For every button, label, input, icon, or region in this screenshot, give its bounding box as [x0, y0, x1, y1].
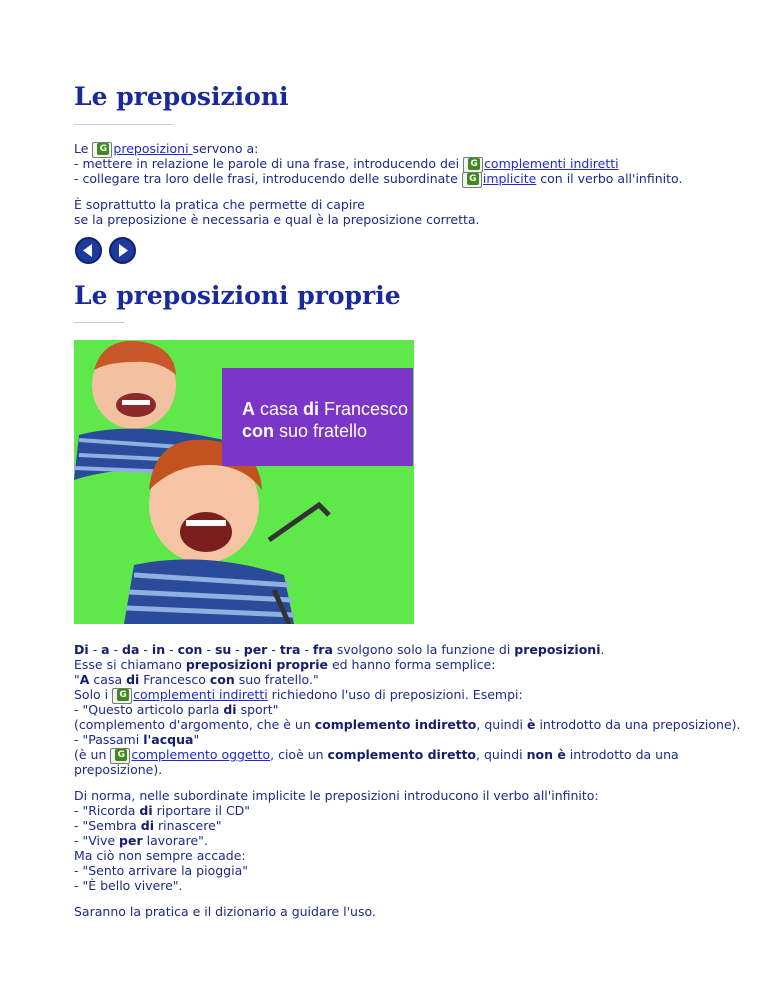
body-line-6: [74, 717, 741, 732]
body-text: svolgono solo la funzione di: [332, 642, 515, 657]
link-complemento-oggetto[interactable]: complemento oggetto: [131, 747, 271, 762]
bold-text: A: [79, 672, 90, 687]
bold-text: di: [223, 702, 237, 717]
separator: -: [165, 642, 178, 657]
body-text: Solo i: [74, 687, 113, 702]
preposition: da: [122, 642, 140, 657]
body-text: Francesco: [139, 672, 210, 687]
body-line-1: [74, 642, 604, 657]
banner-text: A: [242, 399, 255, 419]
body-text: riportare il CD": [152, 803, 251, 818]
grammar-link-icon[interactable]: G: [92, 142, 112, 156]
bold-text: preposizioni: [514, 642, 601, 657]
banner-text: Francesco: [319, 399, 409, 419]
body-line-8: [74, 747, 679, 762]
body-line-11: [74, 803, 250, 818]
section-title: Le preposizioni proprie: [74, 281, 401, 310]
image-banner: [222, 368, 413, 466]
grammar-link-icon[interactable]: G: [112, 688, 132, 702]
intro-text: - collegare tra loro delle frasi, introducendo delle subordinate: [74, 171, 462, 186]
body-text: - "Vive: [74, 833, 120, 848]
intro-line-3: [74, 171, 682, 186]
body-line-5: [74, 702, 278, 717]
separator: -: [267, 642, 280, 657]
body-text: suo fratello.": [234, 672, 319, 687]
body-text: , cioè un: [270, 747, 328, 762]
separator: -: [109, 642, 123, 657]
grammar-link-icon[interactable]: G: [463, 157, 483, 171]
body-text: introdotto da una: [565, 747, 679, 762]
page-title: Le preposizioni: [74, 82, 289, 111]
intro-line-2: [74, 156, 619, 171]
body-text: ": [74, 672, 80, 687]
separator: -: [88, 642, 102, 657]
preposition: Di: [74, 642, 89, 657]
link-implicite[interactable]: implicite: [482, 171, 537, 186]
body-line-14: Ma ciò non sempre accade:: [74, 848, 246, 863]
body-text: ": [193, 732, 200, 747]
banner-text: di: [303, 399, 320, 419]
body-text: rinascere": [153, 818, 222, 833]
body-line-17: Saranno la pratica e il dizionario a guidare l'uso.: [74, 904, 376, 919]
bold-text: di: [126, 672, 140, 687]
preposition: in: [151, 642, 166, 657]
illustration-image: [74, 340, 414, 624]
bold-text: di: [140, 818, 154, 833]
body-text: - "Questo articolo parla: [74, 702, 224, 717]
preposition: per: [243, 642, 268, 657]
body-text: .: [600, 642, 605, 657]
body-line-15: - "Sento arrivare la pioggia": [74, 863, 248, 878]
body-text: - "Ricorda: [74, 803, 140, 818]
preposition: tra: [279, 642, 301, 657]
body-line-7: [74, 732, 199, 747]
body-text: Esse si chiamano: [74, 657, 186, 672]
body-text: introdotto da una preposizione).: [535, 717, 741, 732]
banner-text: casa: [255, 399, 304, 419]
intro-line-4: È soprattutto la pratica che permette di capire: [74, 197, 365, 212]
section-divider: [74, 322, 124, 323]
link-complementi-indiretti-2[interactable]: complementi indiretti: [133, 687, 268, 702]
preposition: a: [101, 642, 110, 657]
separator: -: [139, 642, 152, 657]
intro-line-5: se la preposizione è necessaria e qual è la preposizione corretta.: [74, 212, 480, 227]
bold-text: per: [119, 833, 143, 848]
intro-text: Le: [74, 141, 93, 156]
bold-text: non è: [526, 747, 566, 762]
body-line-13: [74, 833, 208, 848]
intro-text: con il verbo all'infinito.: [536, 171, 683, 186]
intro-line-1: [74, 141, 258, 156]
separator: -: [300, 642, 313, 657]
bold-text: è: [527, 717, 536, 732]
prev-button[interactable]: [75, 237, 102, 264]
preposition: con: [177, 642, 203, 657]
title-divider: [74, 124, 173, 125]
bold-text: complemento indiretto: [314, 717, 477, 732]
body-text: sport": [236, 702, 279, 717]
arrow-left-icon: [77, 239, 100, 262]
bold-text: preposizioni proprie: [185, 657, 328, 672]
bold-text: con: [209, 672, 235, 687]
body-text: casa: [89, 672, 127, 687]
banner-text: suo fratello: [274, 421, 368, 441]
body-text: , quindi: [476, 717, 527, 732]
body-line-2: [74, 657, 495, 672]
body-text: , quindi: [476, 747, 527, 762]
body-text: - "Sembra: [74, 818, 141, 833]
body-text: ed hanno forma semplice:: [327, 657, 496, 672]
intro-text: - mettere in relazione le parole di una frase, introducendo dei: [74, 156, 464, 171]
preposition: su: [214, 642, 232, 657]
body-line-16: - "È bello vivere".: [74, 878, 183, 893]
body-line-4: [74, 687, 523, 702]
grammar-link-icon[interactable]: G: [462, 172, 482, 186]
body-line-12: [74, 818, 222, 833]
body-text: (complemento d'argomento, che è un: [74, 717, 315, 732]
arrow-right-icon: [111, 239, 134, 262]
body-text: - "Passami: [74, 732, 144, 747]
body-line-9: preposizione).: [74, 762, 163, 777]
body-line-3: [74, 672, 319, 687]
bold-text: di: [139, 803, 153, 818]
link-complementi-indiretti[interactable]: complementi indiretti: [484, 156, 619, 171]
body-text: lavorare".: [142, 833, 208, 848]
body-line-10: Di norma, nelle subordinate implicite le preposizioni introducono il verbo all'infinito:: [74, 788, 599, 803]
next-button[interactable]: [109, 237, 136, 264]
body-text: (è un: [74, 747, 111, 762]
separator: -: [231, 642, 244, 657]
separator: -: [202, 642, 215, 657]
grammar-link-icon[interactable]: G: [110, 748, 130, 762]
preposition: fra: [312, 642, 333, 657]
banner-text: con: [242, 421, 275, 441]
body-text: richiedono l'uso di preposizioni. Esempi:: [267, 687, 523, 702]
bold-text: l'acqua: [143, 732, 194, 747]
link-preposizioni[interactable]: preposizioni: [113, 141, 193, 156]
intro-text: servono a:: [192, 141, 259, 156]
bold-text: complemento diretto: [327, 747, 477, 762]
